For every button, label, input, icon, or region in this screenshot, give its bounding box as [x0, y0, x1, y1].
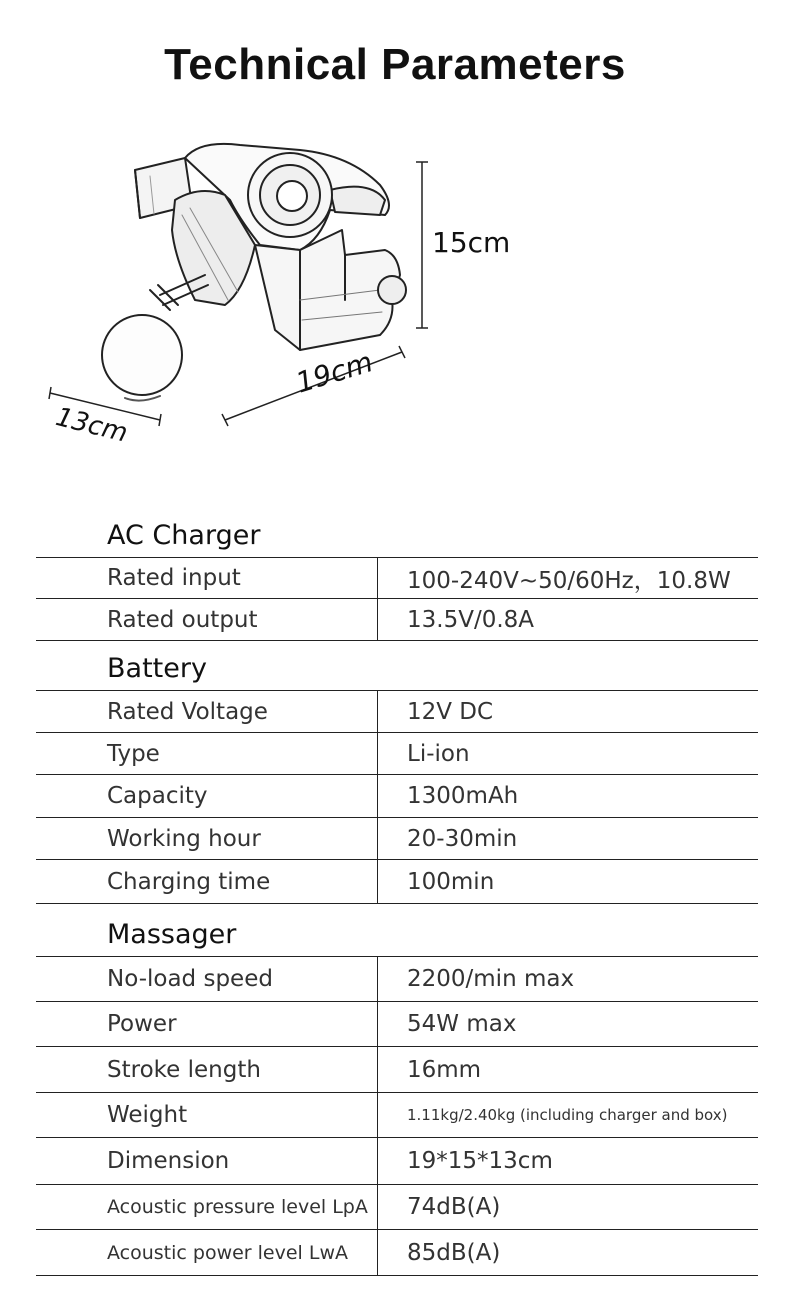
row-value: 100min: [407, 868, 495, 895]
section-heading: Massager: [107, 919, 237, 950]
table-row: [36, 1093, 758, 1138]
row-value: 1300mAh: [407, 783, 519, 809]
row-value: 1.11kg/2.40kg (including charger and box): [407, 1106, 728, 1124]
row-value: 12V DC: [407, 698, 494, 725]
row-key: Charging time: [107, 868, 271, 895]
row-value: 100-240V~50/60Hz，10.8W: [407, 567, 731, 594]
row-key: Rated input: [107, 565, 241, 591]
width-dimension-label: 19cm: [292, 345, 377, 400]
row-key: Acoustic pressure level LpA: [107, 1196, 368, 1218]
table-row: [36, 1138, 758, 1185]
section-heading: AC Charger: [107, 520, 261, 551]
table-row: [36, 558, 758, 599]
table-row: [36, 860, 758, 904]
section-ac-charger: [36, 505, 758, 558]
table-row: [36, 775, 758, 818]
table-row: [36, 1047, 758, 1093]
spec-table: [36, 505, 758, 1276]
page-title: Technical Parameters: [164, 40, 626, 89]
row-key: Working hour: [107, 825, 261, 852]
row-key: Power: [107, 1011, 177, 1037]
row-value: 19*15*13cm: [407, 1148, 553, 1174]
section-battery: [36, 641, 758, 691]
table-row: [36, 733, 758, 775]
depth-dimension-label: 13cm: [52, 402, 131, 449]
row-value: 85dB(A): [407, 1239, 501, 1266]
row-key: Dimension: [107, 1148, 230, 1174]
row-key: Capacity: [107, 783, 208, 809]
row-value: 13.5V/0.8A: [407, 606, 535, 633]
row-key: No-load speed: [107, 966, 273, 992]
row-key: Weight: [107, 1102, 188, 1128]
table-row: [36, 1230, 758, 1276]
row-value: Li-ion: [407, 740, 470, 767]
table-row: [36, 1002, 758, 1047]
height-dimension-label: 15cm: [432, 226, 511, 259]
section-massager: [36, 904, 758, 957]
row-key: Type: [107, 740, 160, 767]
table-row: [36, 599, 758, 641]
row-value: 20-30min: [407, 825, 518, 852]
row-key: Rated output: [107, 606, 258, 633]
row-key: Rated Voltage: [107, 698, 268, 725]
row-value: 16mm: [407, 1056, 482, 1083]
row-value: 2200/min max: [407, 966, 575, 992]
massage-gun-illustration: [0, 130, 790, 460]
row-key: Acoustic power level LwA: [107, 1241, 348, 1264]
table-row: [36, 1185, 758, 1230]
table-row: [36, 957, 758, 1002]
row-value: 54W max: [407, 1011, 517, 1037]
table-row: [36, 691, 758, 733]
section-heading: Battery: [107, 653, 207, 684]
row-value: 74dB(A): [407, 1194, 501, 1220]
row-key: Stroke length: [107, 1056, 261, 1083]
table-row: [36, 818, 758, 860]
